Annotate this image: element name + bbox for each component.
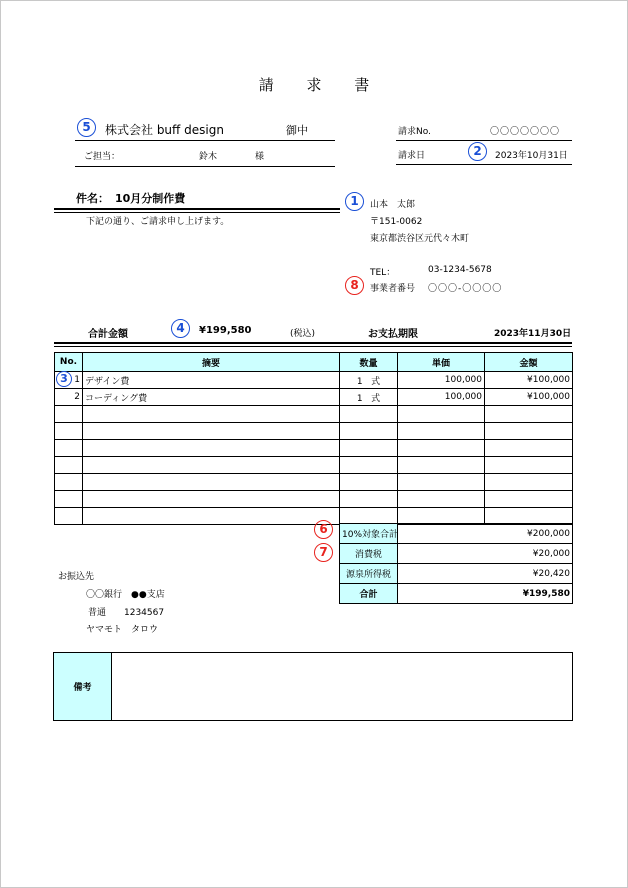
row-no: 2 xyxy=(55,389,83,406)
summary-row xyxy=(340,544,573,564)
header-no: No. xyxy=(55,353,83,372)
issuer-reg-value: 〇〇〇-〇〇〇〇 xyxy=(428,284,503,294)
due-value: 2023年11月30日 xyxy=(494,329,572,339)
issuer-reg-label: 事業者番号 xyxy=(370,284,416,294)
total-underline xyxy=(54,342,572,344)
row-qty-value: 1 xyxy=(356,393,363,404)
marker-3: 3 xyxy=(56,371,72,387)
summary-label: 10%対象合計 xyxy=(340,524,398,544)
issuer-postal: 〒151-0062 xyxy=(370,217,423,227)
row-quantity xyxy=(340,389,398,406)
total-underline-2 xyxy=(54,346,572,347)
header-description: 摘要 xyxy=(83,353,340,372)
total-label: 合計金額 xyxy=(88,329,128,340)
bank-holder: ヤマモト タロウ xyxy=(86,625,159,635)
issuer-name: 山本 太郎 xyxy=(370,200,416,210)
invoice-no-value: 〇〇〇〇〇〇〇 xyxy=(490,127,561,137)
summary-label: 消費税 xyxy=(340,544,398,564)
table-row-empty xyxy=(55,440,573,457)
table-row-empty xyxy=(55,423,573,440)
summary-table xyxy=(339,523,573,604)
total-tax-note: (税込) xyxy=(290,329,316,339)
header-amount: 金額 xyxy=(485,353,573,372)
contact-underline xyxy=(75,166,335,167)
row-qty-unit: 式 xyxy=(371,376,381,387)
contact-honorific: 様 xyxy=(255,152,265,162)
row-description: コーディング費 xyxy=(83,389,340,406)
subject-value: 10月分制作費 xyxy=(115,192,186,205)
recipient-honorific: 御中 xyxy=(286,124,308,137)
document-title: 請 求 書 xyxy=(258,76,384,94)
bank-label: お振込先 xyxy=(58,572,95,582)
invoice-no-underline xyxy=(396,140,572,141)
total-value: ¥199,580 xyxy=(199,325,252,336)
table-row-empty xyxy=(55,457,573,474)
summary-row xyxy=(340,564,573,584)
table-row xyxy=(55,372,573,389)
subject-underline-2 xyxy=(54,212,340,213)
remarks-label: 備考 xyxy=(54,653,112,720)
table-row-empty xyxy=(55,508,573,525)
row-amount: ¥100,000 xyxy=(485,389,573,406)
row-amount: ¥100,000 xyxy=(485,372,573,389)
summary-value: ¥20,420 xyxy=(398,564,573,584)
issuer-tel-value: 03-1234-5678 xyxy=(428,265,492,275)
contact-name: 鈴木 xyxy=(199,152,218,162)
subject-label: 件名： xyxy=(76,192,109,205)
bank-branch: 〇〇銀行 ●●支店 xyxy=(86,590,165,600)
invoice-date-underline xyxy=(396,164,572,165)
summary-row xyxy=(340,524,573,544)
table-row-empty xyxy=(55,491,573,508)
marker-8: 8 xyxy=(345,276,364,295)
row-description: デザイン費 xyxy=(83,372,340,389)
marker-2: 2 xyxy=(468,142,487,161)
due-label: お支払期限 xyxy=(368,329,418,340)
header-unit-price: 単価 xyxy=(398,353,485,372)
summary-value: ¥200,000 xyxy=(398,524,573,544)
table-row-empty xyxy=(55,474,573,491)
row-quantity xyxy=(340,372,398,389)
remarks-box xyxy=(53,652,573,721)
marker-1: 1 xyxy=(345,192,364,211)
row-unit-price: 100,000 xyxy=(398,372,485,389)
items-table xyxy=(54,352,573,525)
marker-7: 7 xyxy=(314,543,333,562)
subject-underline xyxy=(54,208,340,210)
summary-row-total xyxy=(340,584,573,604)
table-row-empty xyxy=(55,406,573,423)
bank-account: 普通 1234567 xyxy=(88,608,165,618)
table-row xyxy=(55,389,573,406)
contact-label: ご担当： xyxy=(84,152,121,162)
row-qty-value: 1 xyxy=(356,376,363,387)
summary-total-label: 合計 xyxy=(340,584,398,604)
marker-5: 5 xyxy=(77,118,96,137)
table-header-row xyxy=(55,353,573,372)
header-quantity: 数量 xyxy=(340,353,398,372)
issuer-tel-label: TEL： xyxy=(370,268,396,278)
summary-value: ¥20,000 xyxy=(398,544,573,564)
invoice-date-label: 請求日 xyxy=(398,151,426,161)
invoice-no-label: 請求No. xyxy=(398,127,431,137)
invoice-date-value: 2023年10月31日 xyxy=(495,151,568,161)
recipient-company: 株式会社 buff design xyxy=(105,123,224,137)
summary-label: 源泉所得税 xyxy=(340,564,398,584)
row-no: 1 xyxy=(55,372,83,389)
subject-note: 下記の通り、ご請求申し上げます。 xyxy=(86,217,230,227)
row-unit-price: 100,000 xyxy=(398,389,485,406)
recipient-underline xyxy=(75,140,335,141)
marker-6: 6 xyxy=(314,520,333,539)
row-qty-unit: 式 xyxy=(371,393,381,404)
issuer-address: 東京都渋谷区元代々木町 xyxy=(370,234,470,244)
marker-4: 4 xyxy=(171,319,190,338)
summary-total-value: ¥199,580 xyxy=(398,584,573,604)
